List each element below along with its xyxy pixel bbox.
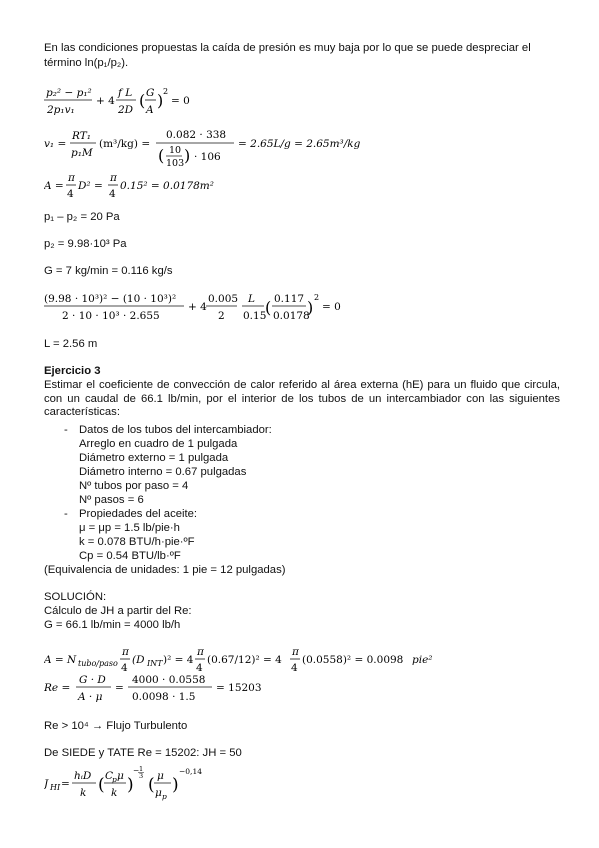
svg-text:D² =: D² =	[78, 180, 103, 192]
svg-text:+ 4: + 4	[188, 301, 207, 313]
svg-text:4: 4	[291, 662, 298, 674]
svg-text:pie²: pie²	[412, 654, 433, 666]
tube-data-item: Diámetro interno = 0.67 pulgadas	[79, 466, 247, 478]
svg-text:π: π	[110, 172, 117, 184]
svg-text:(: (	[148, 775, 155, 795]
svg-text:A =: A =	[44, 180, 64, 192]
exercise-title: Ejercicio 3	[44, 365, 101, 377]
equation-reynolds	[44, 671, 304, 705]
svg-text:G · D: G · D	[79, 674, 106, 686]
oil-prop-item: k = 0.078 BTU/h·pie·ºF	[79, 536, 195, 548]
svg-text:)² = 4: )² = 4	[163, 654, 194, 666]
svg-text:k: k	[111, 787, 118, 799]
oil-prop-item: μ = μp = 1.5 lb/pie·h	[79, 522, 180, 534]
solution-flow-G: G = 66.1 lb/min = 4000 lb/h	[44, 619, 181, 631]
svg-text:2: 2	[314, 293, 320, 302]
svg-text:G: G	[146, 87, 155, 99]
svg-text:π: π	[122, 646, 129, 658]
intro-line-1: En las condiciones propuestas la caída de presión es muy baja por lo que se puede despreciar el	[44, 42, 531, 54]
svg-text:): )	[127, 775, 134, 795]
svg-text:103: 103	[166, 158, 185, 169]
svg-text:0.0178: 0.0178	[273, 310, 310, 322]
tube-data-item: Nº pasos = 6	[79, 494, 144, 506]
svg-text:1: 1	[139, 765, 144, 773]
svg-text:0.082 · 338: 0.082 · 338	[166, 129, 227, 141]
svg-text:k: k	[80, 787, 87, 799]
svg-text:μ: μ	[157, 770, 164, 782]
svg-text:v₁ =: v₁ =	[44, 138, 67, 150]
svg-text:4: 4	[67, 188, 74, 200]
svg-text:=: =	[115, 682, 124, 694]
svg-text:A: A	[146, 104, 154, 116]
tube-data-heading: Datos de los tubos del intercambiador:	[79, 424, 272, 436]
svg-text:A = N: A = N	[44, 654, 77, 666]
svg-text:0.15: 0.15	[243, 310, 267, 322]
svg-text:0.117: 0.117	[274, 293, 305, 305]
svg-text:A · μ: A · μ	[78, 691, 103, 703]
bullet-dash-2: -	[64, 508, 68, 520]
svg-text:2: 2	[163, 87, 169, 96]
svg-text:p₁M: p₁M	[71, 147, 93, 159]
svg-text:): )	[184, 146, 191, 165]
svg-text:hᵢD: hᵢD	[74, 770, 92, 782]
intro-line-2: término ln(p₁/p₂).	[44, 57, 129, 69]
siede-tate-note: De SIEDE y TATE Re = 15202: JH = 50	[44, 747, 242, 759]
svg-text:(: (	[98, 775, 105, 795]
svg-text:J: J	[44, 778, 49, 790]
solution-step: Cálculo de JH a partir del Re:	[44, 605, 192, 617]
svg-text:): )	[157, 91, 164, 110]
svg-text:): )	[172, 775, 179, 795]
equation-area	[44, 170, 244, 202]
svg-text:10: 10	[169, 145, 182, 156]
pressure-p2: p₂ = 9.98·10³ Pa	[44, 238, 127, 250]
solution-title: SOLUCIÓN:	[44, 591, 107, 603]
svg-text:= 0: = 0	[171, 95, 190, 107]
svg-text:(D: (D	[132, 654, 145, 666]
svg-text:(9.98 · 10³)² − (10 · 10³)²: (9.98 · 10³)² − (10 · 10³)²	[44, 293, 177, 305]
oil-prop-item: Cp = 0.54 BTU/lb·ºF	[79, 550, 181, 562]
svg-text:−0,14: −0,14	[179, 767, 202, 776]
svg-text:C: C	[105, 770, 114, 782]
svg-text:Re =: Re =	[44, 682, 71, 694]
svg-text:INT: INT	[147, 659, 163, 668]
svg-text:p: p	[162, 792, 167, 801]
svg-text:HI: HI	[50, 783, 61, 792]
svg-text:3: 3	[139, 772, 144, 780]
svg-text:= 0: = 0	[322, 301, 341, 313]
svg-text:π: π	[292, 646, 299, 658]
svg-text:2: 2	[218, 310, 225, 322]
svg-text:+ 4: + 4	[96, 95, 115, 107]
svg-text:4: 4	[121, 662, 128, 674]
pressure-drop: p₁ – p₂ = 20 Pa	[44, 211, 120, 223]
equation-specific-volume	[44, 125, 374, 169]
svg-text:0.005: 0.005	[208, 293, 239, 305]
tube-data-item: Arreglo en cuadro de 1 pulgada	[79, 438, 238, 450]
svg-text:= 15203: = 15203	[216, 682, 262, 694]
svg-text:0.15² = 0.0178m²: 0.15² = 0.0178m²	[120, 180, 214, 192]
svg-text:· 106: · 106	[194, 151, 221, 163]
oil-props-heading: Propiedades del aceite:	[79, 508, 198, 520]
svg-text:μ: μ	[117, 770, 124, 782]
tube-data-item: Nº tubos por paso = 4	[79, 480, 189, 492]
equation-energy-balance	[44, 84, 244, 118]
svg-text:π: π	[197, 646, 204, 658]
svg-text:L: L	[248, 293, 255, 305]
svg-text:=: =	[61, 778, 70, 790]
svg-text:f L: f L	[118, 87, 133, 99]
exercise-statement: Estimar el coeficiente de convección de calor referido al área externa (hE) para un fluido que circula, con un caudal de 66.1 lb/min, por el interior de los tubos de un intercambiador con las siguientes características:	[44, 379, 560, 418]
unit-equivalence: (Equivalencia de unidades: 1 pie = 12 pulgadas)	[44, 564, 286, 576]
svg-text:2p₁v₁: 2p₁v₁	[47, 104, 75, 116]
svg-text:4000 · 0.0558: 4000 · 0.0558	[132, 674, 206, 686]
equation-jh	[44, 764, 244, 804]
mass-flow-G: G = 7 kg/min = 0.116 kg/s	[44, 265, 173, 277]
svg-text:p₂² − p₁²: p₂² − p₁²	[46, 87, 92, 99]
turbulent-flow-note: Re > 10⁴ → Flujo Turbulento	[44, 720, 188, 732]
equation-length	[44, 289, 344, 325]
svg-text:(0.0558)² = 0.0098: (0.0558)² = 0.0098	[302, 654, 404, 666]
svg-text:(: (	[139, 91, 146, 110]
svg-text:4: 4	[196, 662, 203, 674]
length-result: L = 2.56 m	[44, 338, 98, 350]
svg-text:(: (	[265, 298, 272, 317]
svg-text:μ: μ	[155, 787, 162, 799]
svg-text:(m³/kg) =: (m³/kg) =	[99, 138, 151, 150]
svg-text:= 2.65L/g = 2.65m³/kg: = 2.65L/g = 2.65m³/kg	[238, 138, 361, 150]
svg-text:−: −	[133, 766, 140, 775]
svg-text:π: π	[68, 172, 75, 184]
svg-text:): )	[307, 298, 314, 317]
svg-text:0.0098 · 1.5: 0.0098 · 1.5	[132, 691, 196, 703]
svg-text:p: p	[112, 775, 117, 784]
svg-text:RT₁: RT₁	[72, 130, 91, 142]
svg-text:2D: 2D	[118, 104, 134, 116]
svg-text:tubo/paso: tubo/paso	[78, 659, 118, 668]
bullet-dash-1: -	[64, 424, 68, 436]
svg-text:(0.67/12)² = 4: (0.67/12)² = 4	[207, 654, 282, 666]
svg-text:4: 4	[109, 188, 116, 200]
svg-text:(: (	[158, 146, 165, 165]
tube-data-item: Diámetro externo = 1 pulgada	[79, 452, 229, 464]
svg-text:2 · 10 · 10³ · 2.655: 2 · 10 · 10³ · 2.655	[62, 310, 160, 322]
